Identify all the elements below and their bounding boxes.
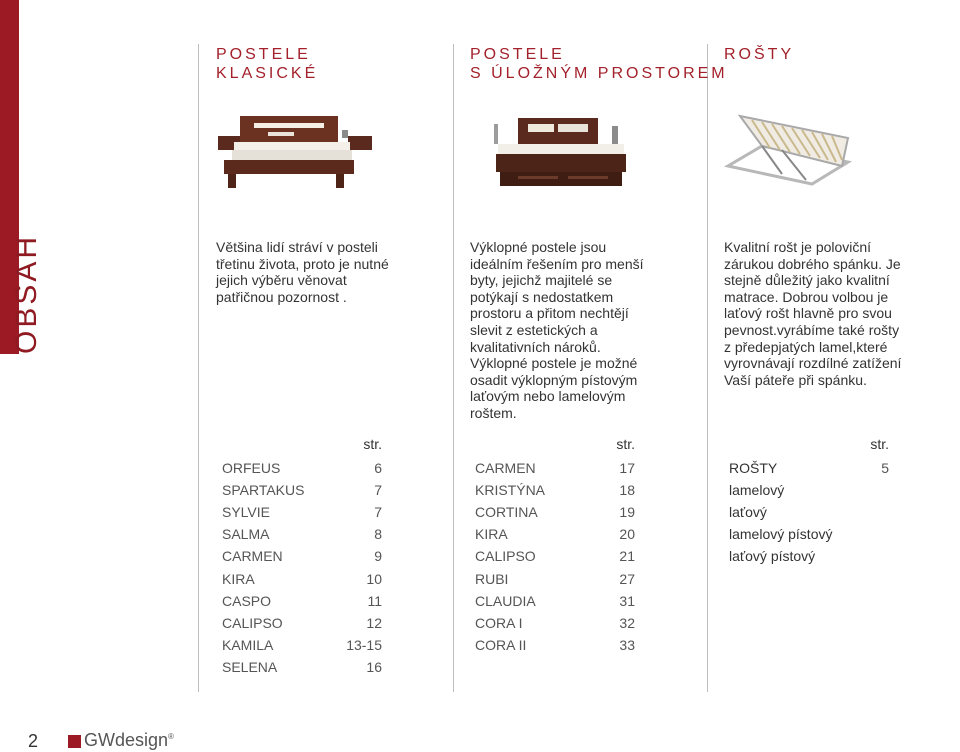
index-row-page: 7 xyxy=(374,504,382,521)
index-row-name: KAMILA xyxy=(222,636,274,653)
index-row-name: CARMEN xyxy=(475,460,536,476)
index-row-name: ROŠTY xyxy=(729,460,778,476)
section-title-obsah: OBSAH xyxy=(10,233,43,354)
index-row xyxy=(222,482,382,500)
index-row xyxy=(475,571,635,589)
index-row-name: CALIPSO xyxy=(475,548,536,565)
index-row xyxy=(222,659,382,677)
index-row xyxy=(222,615,382,633)
divider-middle xyxy=(453,44,454,692)
index-row-page: 7 xyxy=(374,482,382,499)
index-row-page: 18 xyxy=(619,482,635,499)
column-title-line1: ROŠTY xyxy=(724,46,795,63)
index-row-name: laťový xyxy=(729,504,767,521)
index-row-name: SALMA xyxy=(222,526,270,543)
index-row-name: CARMEN xyxy=(222,548,283,565)
index-row-name: KIRA xyxy=(475,526,508,543)
index-row-page: 21 xyxy=(619,548,635,565)
column-title-line1: POSTELE xyxy=(216,46,311,63)
index-row-page: 12 xyxy=(366,614,382,631)
index-row xyxy=(729,460,889,478)
index-row-name: KRISTÝNA xyxy=(475,482,546,499)
index-row-name: CORTINA xyxy=(475,504,538,521)
logo-square-icon xyxy=(68,735,81,748)
column-description-rosty: Kvalitní rošt je poloviční zárukou dobrého spánku. Je stejně důležitý jako kvalitní matrace. Dobrou volbou je laťový rošt hlavně pro svou pevnost.vyrábíme také rošty z předepjatých lamel,které vyrovnávají rozdílné zatížení Vaší páteře při spánku. xyxy=(724,239,902,388)
page-number: 2 xyxy=(28,731,39,751)
index-row-page: 9 xyxy=(374,548,382,565)
logo-text: GWdesign xyxy=(84,730,169,750)
index-row-name: SELENA xyxy=(222,658,278,675)
index-row xyxy=(475,637,635,655)
index-row-name: KIRA xyxy=(222,570,255,587)
bed-image-storage xyxy=(488,112,633,192)
index-row-name: CORA I xyxy=(475,614,523,631)
index-row xyxy=(222,637,382,655)
index-row xyxy=(222,548,382,566)
index-row-name: CASPO xyxy=(222,592,272,609)
column-description-klasicke: Většina lidí stráví v posteli třetinu života, proto je nutné jejich výběru věnovat patřičnou pozornost . xyxy=(216,239,389,305)
index-row-page: 6 xyxy=(374,460,382,476)
index-row-page: 31 xyxy=(619,592,635,609)
index-row-page: 11 xyxy=(367,592,382,609)
table-header-str: str. xyxy=(870,436,889,452)
index-row-name: CALIPSO xyxy=(222,614,283,631)
index-row xyxy=(222,504,382,522)
column-title-rosty xyxy=(724,45,794,64)
index-row xyxy=(729,504,889,522)
index-row-page: 17 xyxy=(619,460,635,476)
index-row xyxy=(475,526,635,544)
index-row xyxy=(475,548,635,566)
index-row xyxy=(222,526,382,544)
index-row-page: 8 xyxy=(374,526,382,543)
index-row xyxy=(475,615,635,633)
index-row xyxy=(475,504,635,522)
index-row-name: SYLVIE xyxy=(222,504,270,521)
brand-logo xyxy=(84,730,174,751)
divider-right xyxy=(707,44,708,692)
column-title-klasicke xyxy=(216,45,318,83)
index-row-name: laťový pístový xyxy=(729,548,816,565)
index-row xyxy=(729,526,889,544)
index-row-name: ORFEUS xyxy=(222,460,281,476)
index-row xyxy=(222,571,382,589)
index-row-name: lamelový pístový xyxy=(729,526,833,543)
index-row-page: 32 xyxy=(619,614,635,631)
registered-mark: ® xyxy=(168,732,174,741)
index-row-name: SPARTAKUS xyxy=(222,482,305,499)
column-title-line1: POSTELE xyxy=(470,46,565,63)
index-row xyxy=(729,548,889,566)
bed-image-classic xyxy=(210,110,378,192)
index-row-page: 20 xyxy=(619,526,635,543)
index-row xyxy=(475,593,635,611)
divider-left xyxy=(198,44,199,692)
index-row-name: CORA II xyxy=(475,636,527,653)
index-row-page: 19 xyxy=(619,504,635,521)
column-title-ulozny xyxy=(470,45,728,83)
index-row-page: 16 xyxy=(366,658,382,675)
table-header-str: str. xyxy=(616,436,635,452)
index-row xyxy=(475,460,635,478)
index-row xyxy=(729,482,889,500)
index-row-name: CLAUDIA xyxy=(475,592,536,609)
index-row-page: 5 xyxy=(881,460,889,476)
index-row-page: 33 xyxy=(619,636,635,653)
column-title-line2: KLASICKÉ xyxy=(216,65,319,82)
column-description-ulozny: Výklopné postele jsou ideálním řešením pro menší byty, jejichž majitelé se potýkají s nedostatkem prostoru a přitom nechtějí slevit z estetických a kvalitativních nároků. Výklopné postele je možné osadit výklopným pístovým laťovým nebo lamelovým roštem. xyxy=(470,239,644,421)
index-row-page: 10 xyxy=(366,570,382,587)
index-row-page: 27 xyxy=(619,570,635,587)
index-row-name: lamelový xyxy=(729,482,785,499)
slatted-frame-image xyxy=(722,110,852,192)
index-row xyxy=(475,482,635,500)
column-title-line2: S ÚLOŽNÝM PROSTOREM xyxy=(470,65,728,82)
index-row xyxy=(222,460,382,478)
index-row xyxy=(222,593,382,611)
table-header-str: str. xyxy=(363,436,382,452)
index-row-name: RUBI xyxy=(475,570,509,587)
index-row-page: 13-15 xyxy=(346,636,382,653)
